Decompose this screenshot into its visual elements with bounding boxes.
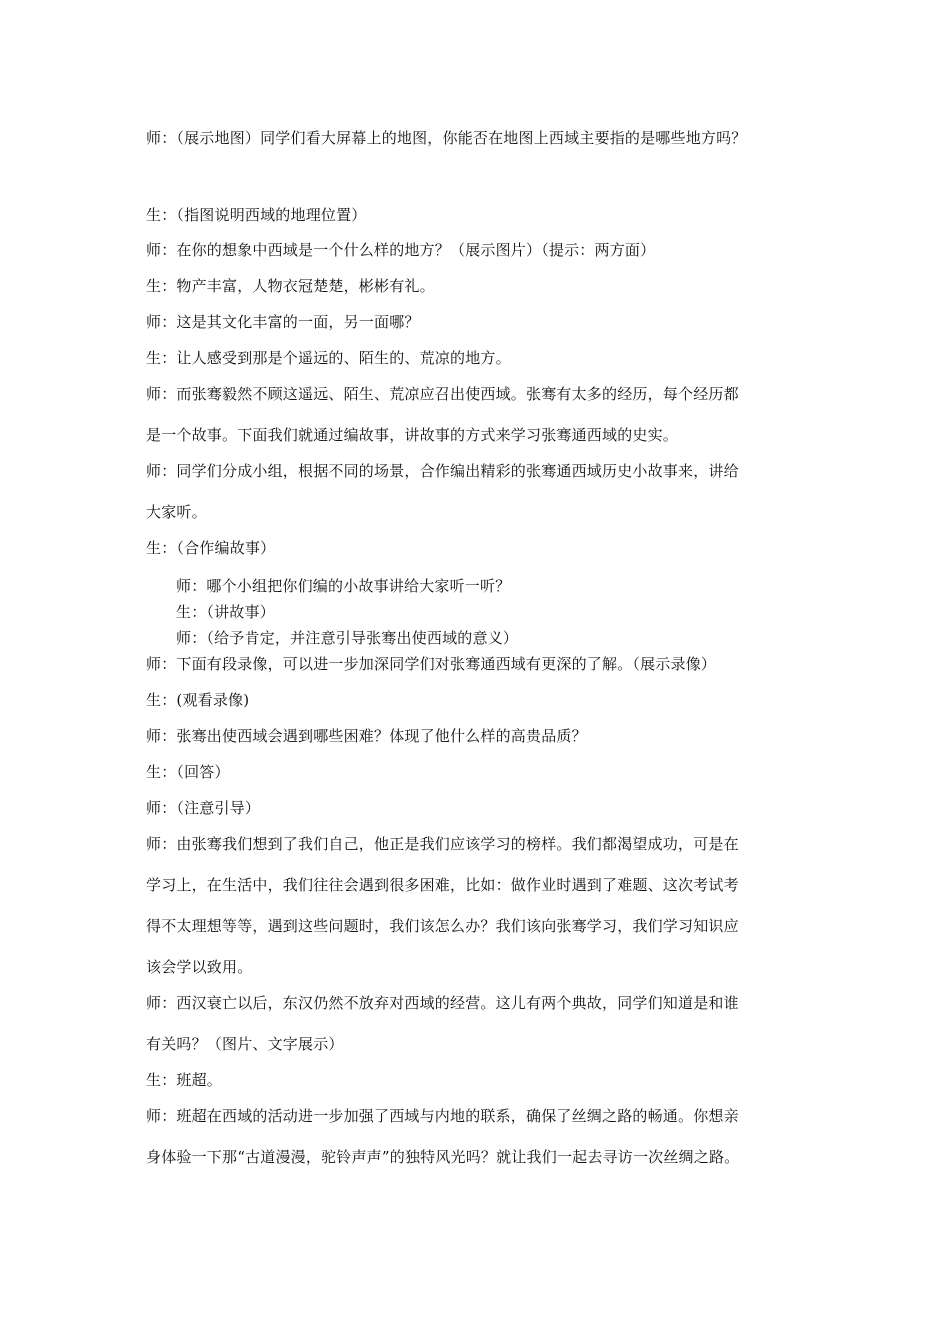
line-02: 生：（指图说明西域的地理位置）: [146, 206, 367, 224]
line-23: 该会学以致用。: [146, 958, 253, 976]
line-11: 生：（合作编故事）: [146, 539, 276, 557]
line-09: 师：同学们分成小组，根据不同的场景，合作编出精彩的张骞通西域历史小故事来，讲给: [146, 462, 739, 480]
line-05: 师：这是其文化丰富的一面，另一面哪？: [146, 313, 420, 331]
line-22: 得不太理想等等，遇到这些问题时，我们该怎么办？我们该向张骞学习，我们学习知识应: [146, 917, 739, 935]
line-16: 生：(观看录像): [146, 691, 250, 709]
line-01: 师：（展示地图）同学们看大屏幕上的地图，你能否在地图上西域主要指的是哪些地方吗？: [146, 129, 747, 147]
line-25: 有关吗？（图片、文字展示）: [146, 1035, 344, 1053]
line-28: 身体验一下那“古道漫漫，驼铃声声”的独特风光吗？就让我们一起去寻访一次丝绸之路。: [146, 1148, 740, 1166]
line-15: 师：下面有段录像，可以进一步加深同学们对张骞通西域有更深的了解。（展示录像）: [146, 655, 717, 673]
line-19: 师：（注意引导）: [146, 799, 261, 817]
line-06: 生：让人感受到那是个遥远的、陌生的、荒凉的地方。: [146, 349, 511, 367]
line-14: 师：（给予肯定，并注意引导张骞出使西域的意义）: [176, 629, 519, 647]
line-03: 师：在你的想象中西域是一个什么样的地方？（展示图片）（提示：两方面）: [146, 241, 656, 259]
line-12: 师：哪个小组把你们编的小故事讲给大家听一听？: [176, 577, 511, 595]
line-18: 生：（回答）: [146, 763, 230, 781]
line-17: 师：张骞出使西域会遇到哪些困难？体现了他什么样的高贵品质？: [146, 727, 587, 745]
line-24: 师：西汉衰亡以后，东汉仍然不放弃对西域的经营。这儿有两个典故，同学们知道是和谁: [146, 994, 739, 1012]
line-13: 生：（讲故事）: [176, 603, 275, 621]
line-20: 师：由张骞我们想到了我们自己，他正是我们应该学习的榜样。我们都渴望成功，可是在: [146, 835, 739, 853]
line-27: 师：班超在西域的活动进一步加强了西域与内地的联系，确保了丝绸之路的畅通。你想亲: [146, 1107, 739, 1125]
line-08: 是一个故事。下面我们就通过编故事，讲故事的方式来学习张骞通西域的史实。: [146, 426, 679, 444]
line-21: 学习上，在生活中，我们往往会遇到很多困难，比如：做作业时遇到了难题、这次考试考: [146, 876, 739, 894]
line-04: 生：物产丰富，人物衣冠楚楚，彬彬有礼。: [146, 277, 435, 295]
line-10: 大家听。: [146, 503, 207, 521]
line-26: 生：班超。: [146, 1071, 223, 1089]
line-07: 师：而张骞毅然不顾这遥远、陌生、荒凉应召出使西域。张骞有太多的经历，每个经历都: [146, 385, 739, 403]
